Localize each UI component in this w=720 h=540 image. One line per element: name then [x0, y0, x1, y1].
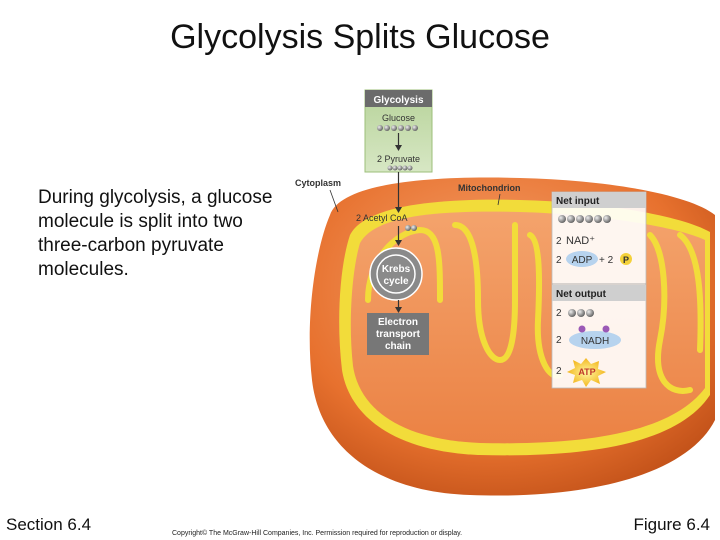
- copyright-notice: Copyright© The McGraw-Hill Companies, Inc. Permission required for reproduction or display.: [172, 530, 463, 537]
- glycolysis-header: Glycolysis: [373, 95, 424, 106]
- pyruvate-label: 2 Pyruvate: [376, 154, 421, 164]
- etc-label-line2: transport: [376, 329, 420, 340]
- etc-label-line1: Electron: [377, 317, 419, 328]
- electron-icon: [579, 326, 586, 333]
- net-input-p: P: [622, 255, 630, 265]
- net-input-p-coef: + 2: [599, 255, 614, 266]
- net-output-nadh: NADH: [580, 336, 610, 347]
- net-output-pyruvate-coef: 2: [556, 308, 562, 319]
- net-output-nadh-coef: 2: [556, 335, 562, 346]
- net-output-header: Net output: [556, 289, 606, 300]
- net-input-header: Net input: [556, 196, 600, 207]
- net-input-adp: ADP: [571, 255, 593, 266]
- electron-icon: [603, 326, 610, 333]
- figure-label: Figure 6.4: [633, 515, 710, 534]
- cytoplasm-label: Cytoplasm: [295, 178, 342, 188]
- net-output-atp-coef: 2: [556, 366, 562, 377]
- net-input-nad: NAD⁺: [566, 235, 596, 247]
- net-output-atp: ATP: [578, 367, 596, 377]
- net-input-nad-coef: 2: [556, 236, 562, 247]
- glucose-label: Glucose: [381, 113, 416, 123]
- acetyl-label: 2 Acetyl CoA: [356, 213, 408, 223]
- krebs-label-line1: Krebs: [381, 264, 411, 275]
- pyruvate-molecules: [388, 166, 413, 171]
- body-text: During glycolysis, a glucose molecule is split into two three-carbon pyruvate molecules.: [38, 187, 273, 280]
- krebs-label-line2: cycle: [383, 276, 409, 287]
- mitochondrion-label: Mitochondrion: [458, 183, 521, 193]
- section-label: Section 6.4: [6, 515, 92, 534]
- net-input-adp-coef: 2: [556, 255, 562, 266]
- etc-label-line3: chain: [384, 341, 412, 352]
- slide-title: Glycolysis Splits Glucose: [170, 18, 550, 56]
- net-output-pyruvate: [568, 309, 594, 317]
